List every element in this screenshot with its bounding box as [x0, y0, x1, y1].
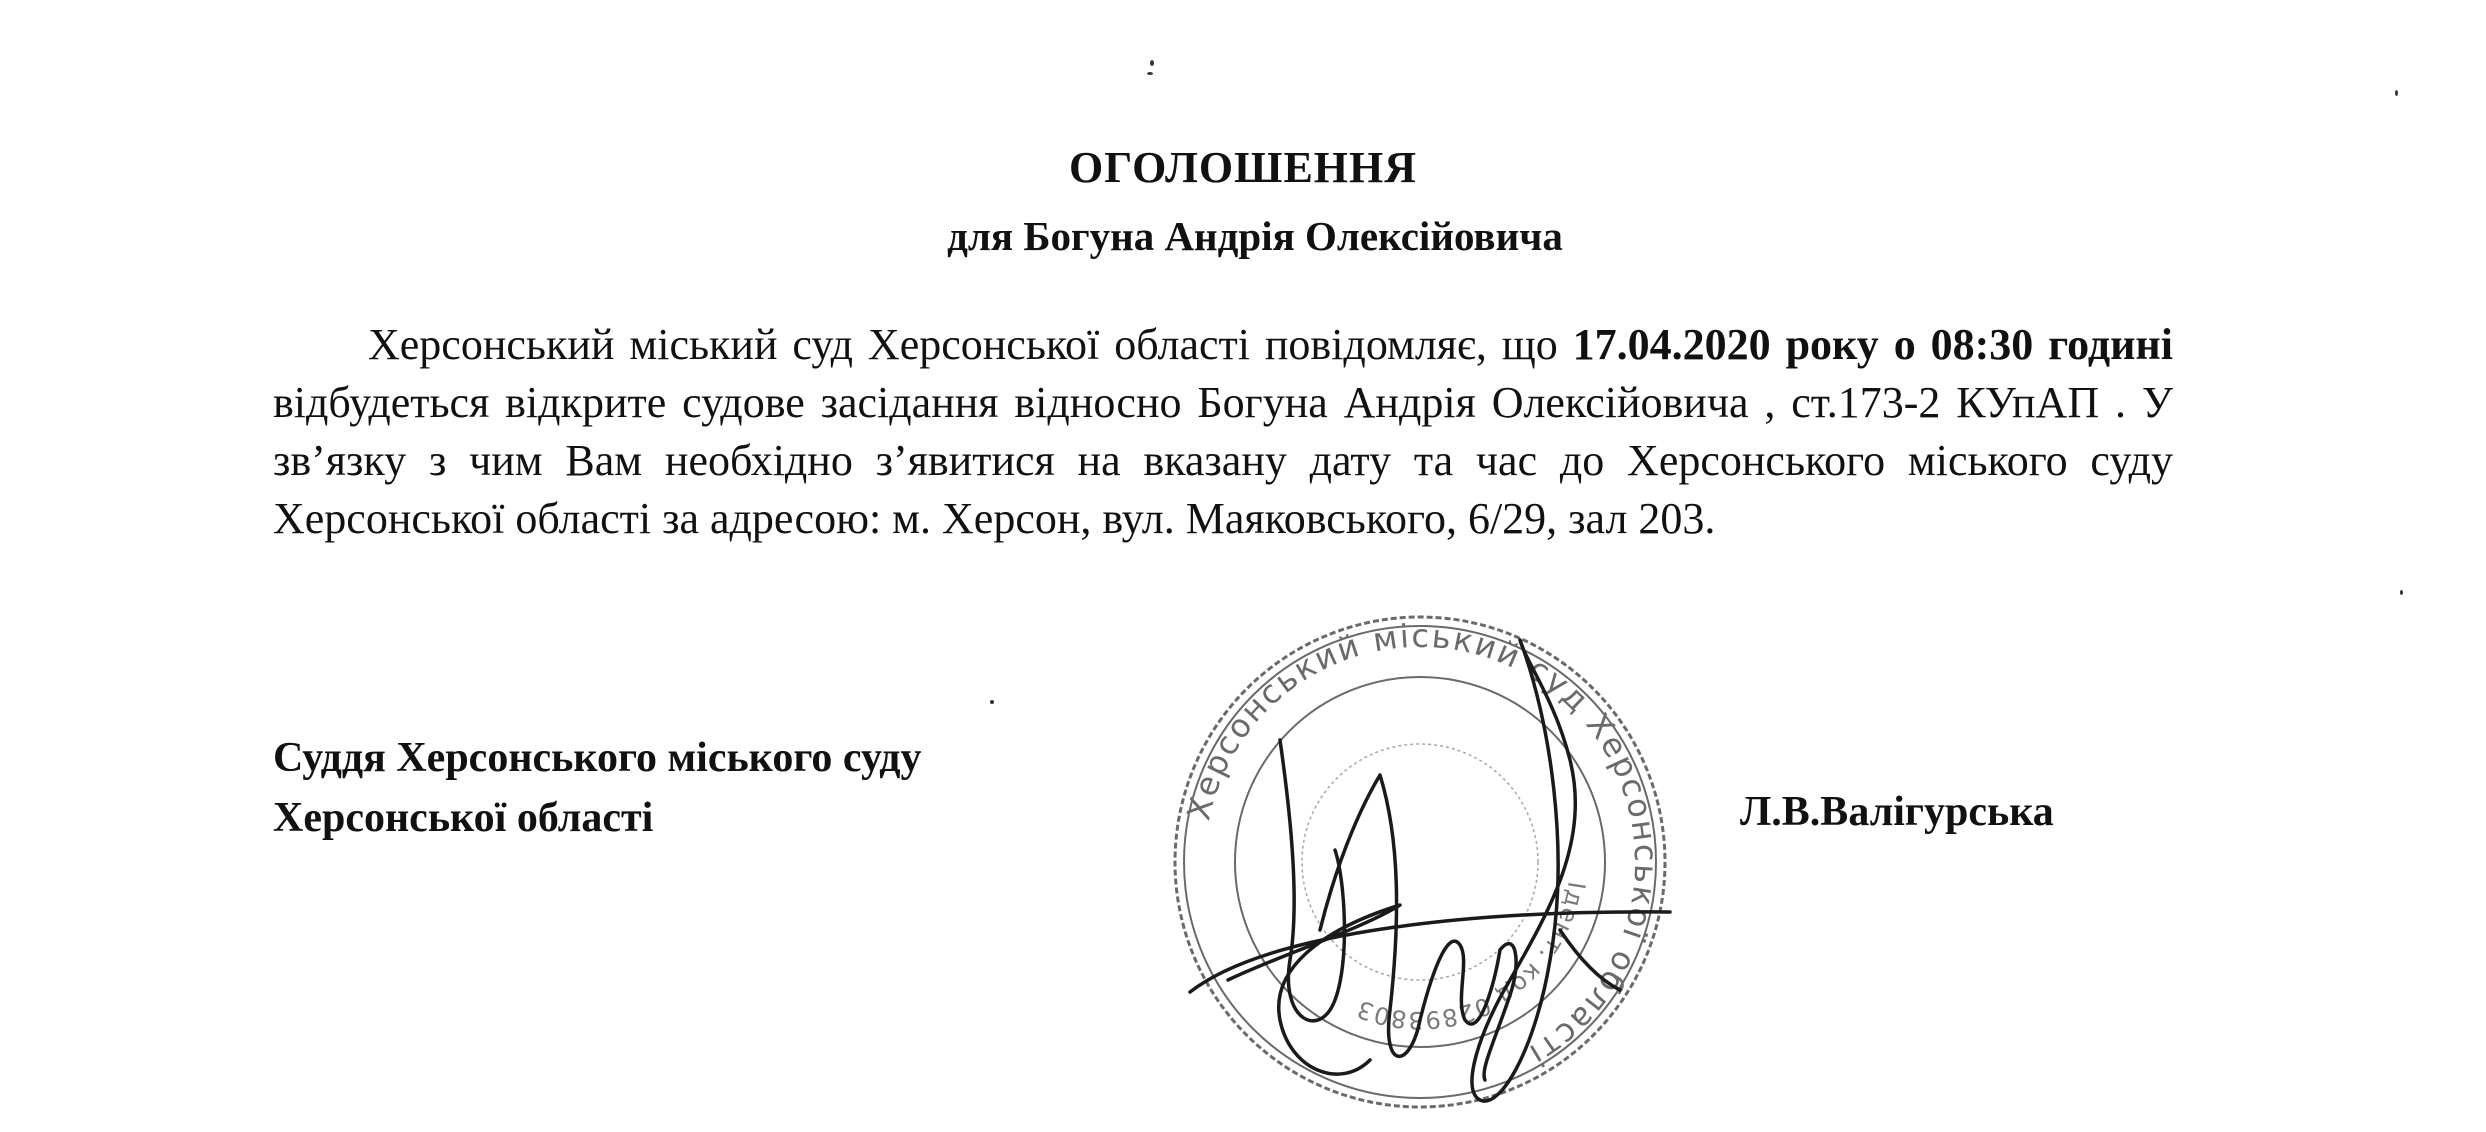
- announcement-body: [273, 316, 2173, 548]
- scan-speck: [990, 700, 994, 704]
- scan-speck: [2400, 590, 2403, 595]
- stamp-ring-text: Херсонський міський суд Херсонської області: [1179, 616, 1666, 1076]
- judge-position: [273, 728, 922, 848]
- hearing-date-time: 17.04.2020 року о 08:30 годині: [1572, 320, 2173, 369]
- announcement-title: ОГОЛОШЕННЯ: [1068, 143, 1418, 192]
- judge-role-line1: Суддя Херсонського міського суду: [273, 735, 922, 781]
- scan-speck: [2395, 90, 2398, 96]
- court-stamp: [1150, 600, 1690, 1110]
- judge-role-line2: Херсонської області: [273, 795, 654, 841]
- judge-name: Л.В.Валігурська: [1740, 789, 2054, 835]
- scan-speck: [1147, 72, 1153, 75]
- stamp-inner-text: Ідент. код 02893803: [1352, 879, 1591, 1035]
- announcement-subtitle: для Богуна Андрія Олексійовича: [947, 213, 1563, 259]
- body-text-part2: відбудеться відкрите судове засідання відносно Богуна Андрія Олексійовича , ст.173-2 КУпАП . У зв’язку з чим Вам необхідно з’явитися на вказану дату та час до Херсонського міського суду Херсонської області за адресою: м. Херсон, вул. Маяковського, 6/29, зал 203.: [273, 378, 2173, 543]
- body-text-part1: Херсонський міський суд Херсонської області повідомляє, що: [368, 320, 1573, 369]
- scan-speck: [1150, 60, 1154, 66]
